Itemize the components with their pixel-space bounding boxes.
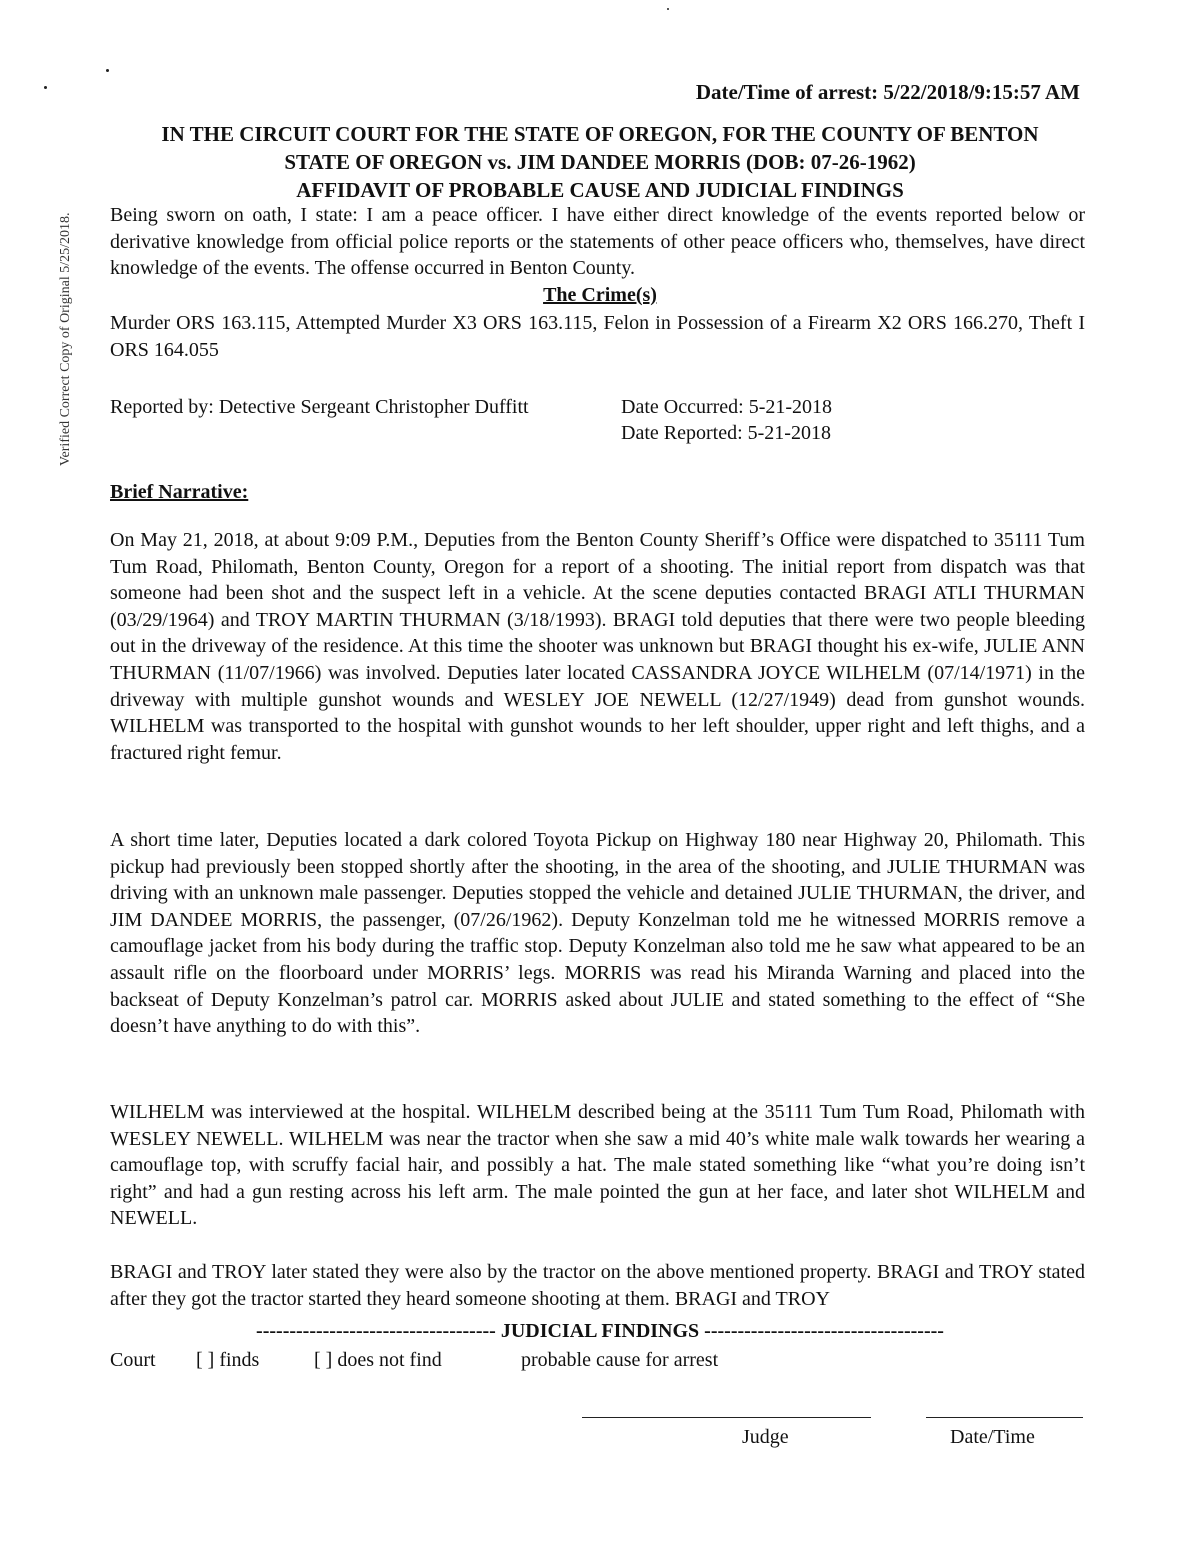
verification-note: Verified Correct Copy of Original 5/25/2018. bbox=[58, 212, 73, 466]
arrest-datetime: Date/Time of arrest: 5/22/2018/9:15:57 AM bbox=[695, 80, 1080, 104]
scan-speck bbox=[667, 8, 669, 10]
judge-signature-line[interactable] bbox=[582, 1417, 871, 1418]
probable-cause-text: probable cause for arrest bbox=[521, 1349, 719, 1371]
judicial-findings-heading: ------------------------------------ JUDICIAL FINDINGS ------------------------------------ bbox=[256, 1320, 944, 1342]
date-occurred: Date Occurred: 5-21-2018 bbox=[621, 396, 833, 418]
crimes-text: Murder ORS 163.115, Attempted Murder X3 ORS 163.115, Felon in Possession of a Firearm X2 ORS 166.270, Theft I ORS 164.055 bbox=[110, 312, 1085, 361]
crimes-heading: The Crime(s) bbox=[543, 284, 657, 306]
narrative-paragraph-3: WILHELM was interviewed at the hospital. WILHELM described being at the 35111 Tum Tum Road, Philomath with WESLEY NEWELL. WILHELM was near the tractor when she saw a mid 40’s white male walk towards her wearing a camouflage top, with scruffy facial hair, and possibly a hat. The male stated something like “what you’re doing isn’t right” and had a gun resting across his left arm. The male pointed the gun at her face, and later shot WILHELM and NEWELL. bbox=[110, 1101, 1085, 1230]
scan-speck bbox=[106, 69, 109, 72]
date-reported: Date Reported: 5-21-2018 bbox=[621, 422, 831, 444]
judge-label: Judge bbox=[742, 1426, 789, 1448]
narrative-paragraph-2: A short time later, Deputies located a dark colored Toyota Pickup on Highway 180 near Highway 20, Philomath. This pickup had previously been stopped shortly after the shooting, in the area of the shooting, and JULIE THURMAN was driving with an unknown male passenger. Deputies stopped the vehicle and detained JULIE THURMAN, the driver, and JIM DANDEE MORRIS, the passenger, (07/26/1962). Deputy Konzelman told me he witnessed MORRIS remove a camouflage jacket from his body during the traffic stop. Deputy Konzelman also told me he saw what appeared to be an assault rifle on the floorboard under MORRIS’ legs. MORRIS was read his Miranda Warning and placed into the backseat of Deputy Konzelman’s patrol car. MORRIS asked about JULIE and stated something to the effect of “She doesn’t have anything to do with this”. bbox=[110, 829, 1085, 1038]
scan-speck bbox=[44, 86, 47, 89]
narrative-paragraph-4: BRAGI and TROY later stated they were also by the tractor on the above mentioned property. BRAGI and TROY stated after they got the tractor started they heard someone shooting at them. BRAGI and TROY bbox=[110, 1261, 1085, 1310]
court-title: IN THE CIRCUIT COURT FOR THE STATE OF OREGON, FOR THE COUNTY OF BENTON bbox=[161, 122, 1039, 146]
reported-by: Reported by: Detective Sergeant Christopher Duffitt bbox=[110, 396, 529, 418]
datetime-signature-line[interactable] bbox=[926, 1417, 1083, 1418]
case-title: STATE OF OREGON vs. JIM DANDEE MORRIS (DOB: 07-26-1962) bbox=[284, 150, 916, 174]
narrative-heading: Brief Narrative: bbox=[110, 481, 249, 503]
oath-paragraph: Being sworn on oath, I state: I am a peace officer. I have either direct knowledge of the events reported below or derivative knowledge from official police reports or the statements of other peace officers who, themselves, have direct knowledge of the events. The offense occurred in Benton County. bbox=[110, 204, 1085, 280]
does-not-find-checkbox[interactable]: [ ] does not find bbox=[314, 1349, 442, 1371]
court-label: Court bbox=[110, 1349, 156, 1371]
narrative-paragraph-1: On May 21, 2018, at about 9:09 P.M., Deputies from the Benton County Sheriff’s Office were dispatched to 35111 Tum Tum Road, Philomath, Benton County, Oregon for a report of a shooting. The initial report from dispatch was that someone had been shot and the suspect left in a vehicle. At the scene deputies contacted BRAGI ATLI THURMAN (03/29/1964) and TROY MARTIN THURMAN (3/18/1993). BRAGI told deputies that there were two people bleeding out in the driveway of the residence. At this time the shooter was unknown but BRAGI thought his ex-wife, JULIE ANN THURMAN (11/07/1966) was involved. Deputies later located CASSANDRA JOYCE WILHELM (07/14/1971) in the driveway with multiple gunshot wounds and WESLEY JOE NEWELL (12/27/1949) dead from gunshot wounds. WILHELM was transported to the hospital with gunshot wounds to her left shoulder, upper right and left thighs, and a fractured right femur. bbox=[110, 529, 1085, 764]
datetime-label: Date/Time bbox=[950, 1426, 1035, 1448]
finds-checkbox[interactable]: [ ] finds bbox=[196, 1349, 260, 1371]
affidavit-title: AFFIDAVIT OF PROBABLE CAUSE AND JUDICIAL FINDINGS bbox=[296, 178, 904, 202]
